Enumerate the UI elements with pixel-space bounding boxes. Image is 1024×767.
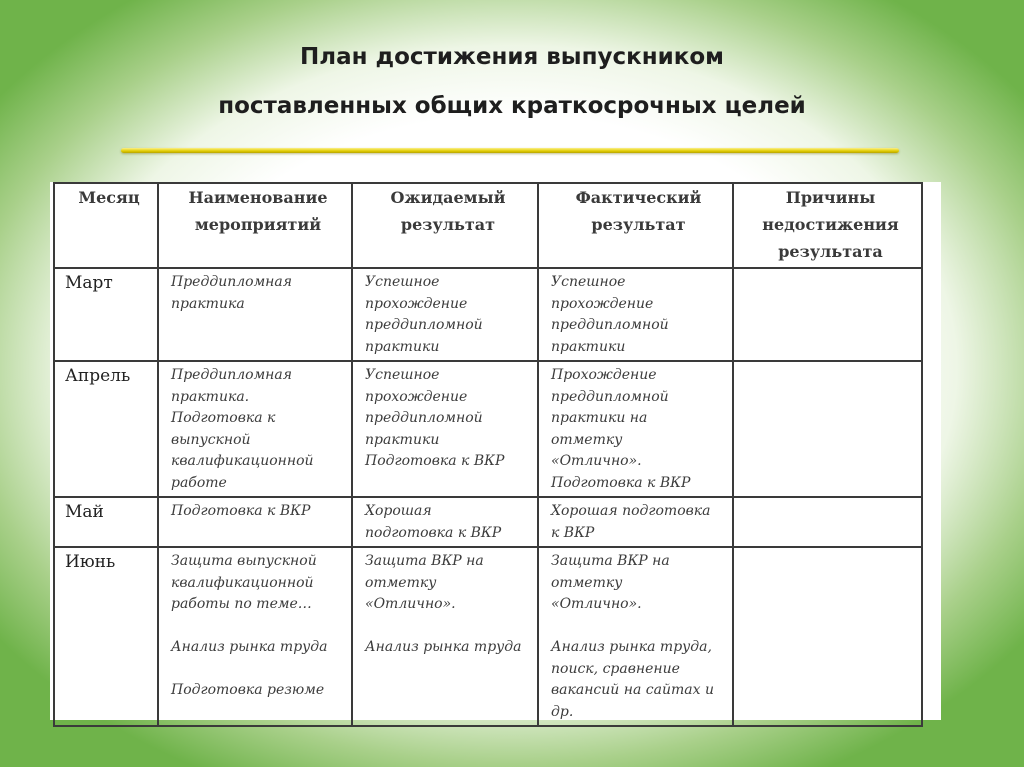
table-sheet	[50, 182, 941, 720]
header-month: Месяц	[54, 183, 158, 268]
row-actual: Защита ВКР на отметку «Отлично». Анализ рынка труда, поиск, сравнение вакансий на сайтах и др.	[538, 547, 733, 726]
header-actual: Фактический результат	[538, 183, 733, 268]
row-activities: Преддипломная практика. Подготовка к выпускной квалификационной работе	[158, 361, 352, 497]
header-activities: Наименование мероприятий	[158, 183, 352, 268]
table-row	[54, 547, 922, 726]
row-reasons	[733, 497, 922, 547]
table-row	[54, 268, 922, 361]
row-expected: Хорошая подготовка к ВКР	[352, 497, 538, 547]
title-underline	[121, 148, 899, 153]
row-month: Май	[54, 497, 158, 547]
row-reasons	[733, 268, 922, 361]
table-row	[54, 361, 922, 497]
row-actual: Прохождение преддипломной практики на отметку «Отлично». Подготовка к ВКР	[538, 361, 733, 497]
header-expected: Ожидаемый результат	[352, 183, 538, 268]
row-month: Июнь	[54, 547, 158, 726]
row-month: Апрель	[54, 361, 158, 497]
row-activities: Преддипломная практика	[158, 268, 352, 361]
row-activities: Подготовка к ВКР	[158, 497, 352, 547]
goals-table	[53, 182, 923, 727]
header-reasons: Причины недостижения результата	[733, 183, 922, 268]
row-actual: Хорошая подготовка к ВКР	[538, 497, 733, 547]
slide-title-line-2: поставленных общих краткосрочных целей	[218, 93, 806, 119]
row-expected: Защита ВКР на отметку «Отлично». Анализ рынка труда	[352, 547, 538, 726]
table-header-row	[54, 183, 922, 268]
row-activities: Защита выпускной квалификационной работы по теме… Анализ рынка труда Подготовка резюме	[158, 547, 352, 726]
slide-title-line-1: План достижения выпускником	[300, 44, 724, 70]
row-expected: Успешное прохождение преддипломной практики	[352, 268, 538, 361]
row-reasons	[733, 547, 922, 726]
row-reasons	[733, 361, 922, 497]
table-row	[54, 497, 922, 547]
row-actual: Успешное прохождение преддипломной практики	[538, 268, 733, 361]
row-expected: Успешное прохождение преддипломной практики Подготовка к ВКР	[352, 361, 538, 497]
row-month: Март	[54, 268, 158, 361]
